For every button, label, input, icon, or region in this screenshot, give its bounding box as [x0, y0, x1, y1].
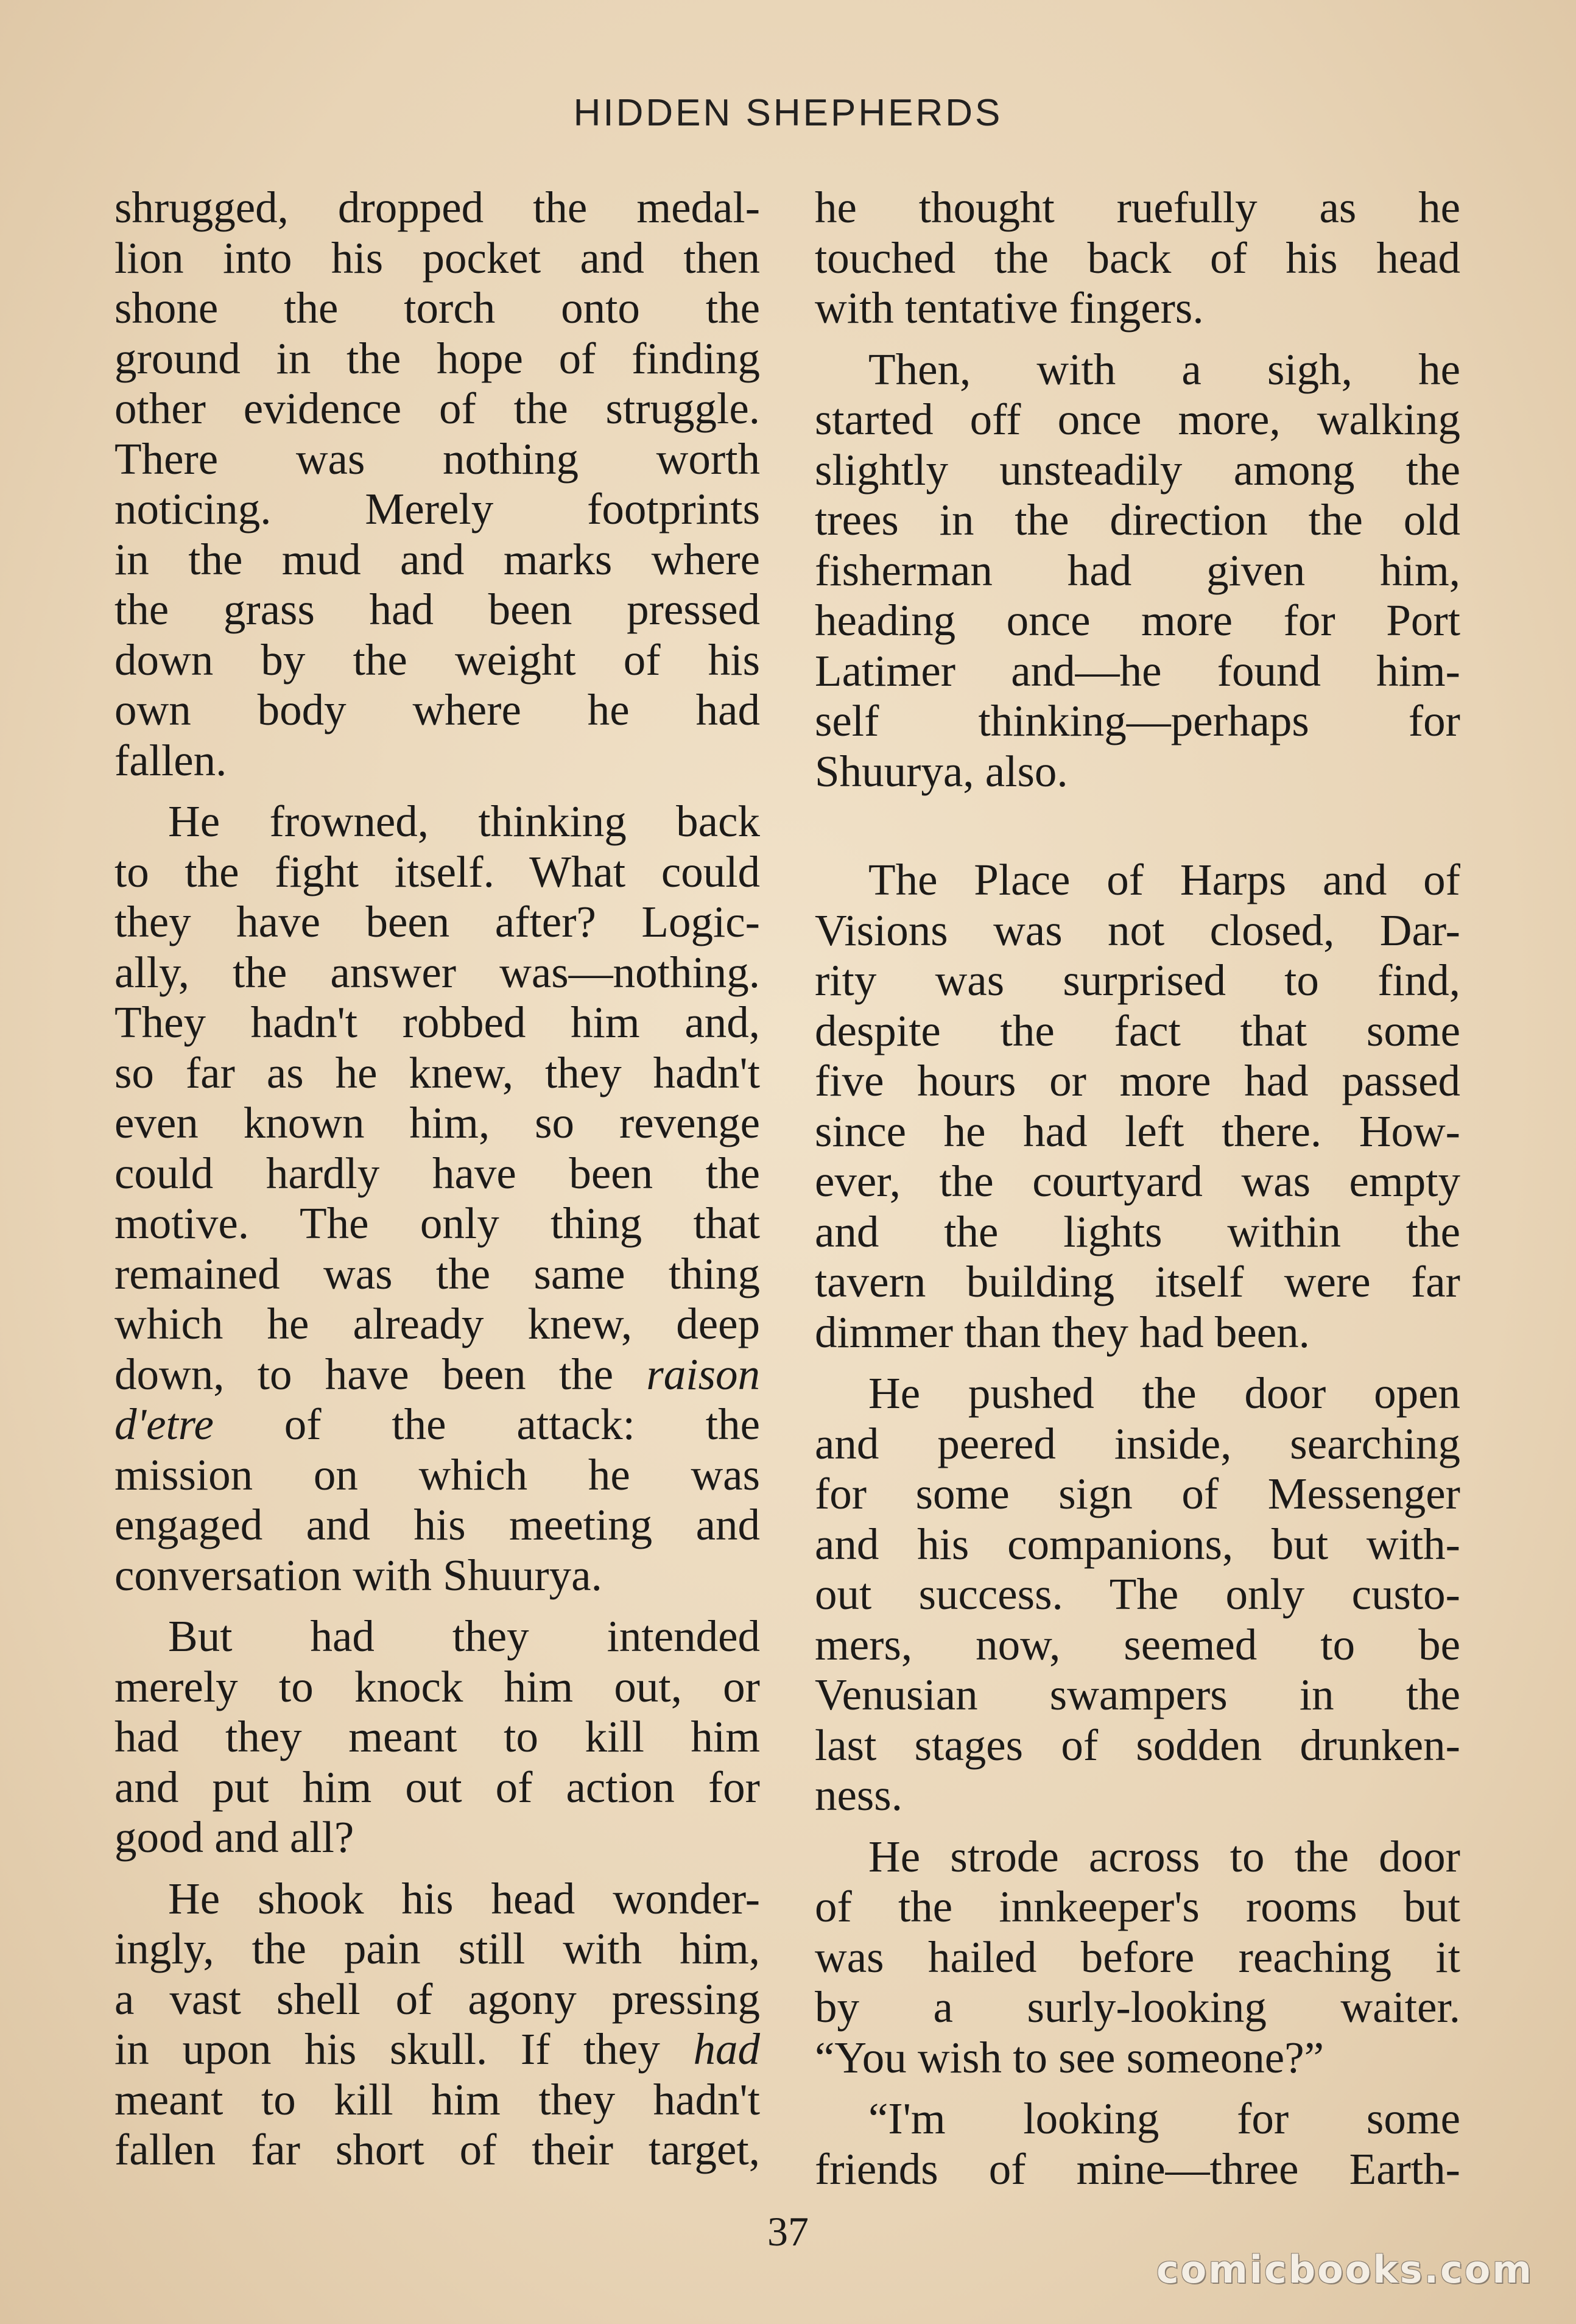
paragraph: [815, 1368, 1460, 1821]
text-line: There was nothing worth: [114, 434, 760, 484]
text-line: so far as he knew, they hadn't: [114, 1048, 760, 1097]
text-line: He frowned, thinking back: [168, 797, 760, 846]
text-line: friends of mine—three Earth-: [815, 2144, 1460, 2194]
text-line: out success. The only custo-: [815, 1569, 1460, 1619]
text-line: rity was surprised to find,: [815, 956, 1460, 1005]
text-line: ever, the courtyard was empty: [815, 1157, 1460, 1206]
text-line: meant to kill him they hadn't: [114, 2074, 760, 2124]
text-line: other evidence of the struggle.: [114, 384, 760, 433]
text-line: could hardly have been the: [114, 1148, 760, 1198]
text-line: he thought ruefully as he: [815, 183, 1460, 232]
paragraph: [815, 1832, 1460, 2083]
text-line: But had they intended: [168, 1611, 760, 1661]
text-line: Shuurya, also.: [815, 746, 1068, 796]
italic-phrase: d'etre: [114, 1400, 214, 1449]
text-line: own body where he had: [114, 685, 760, 734]
text-line: was hailed before reaching it: [815, 1932, 1460, 1982]
text-line: shone the torch onto the: [114, 283, 760, 333]
text-line: mers, now, seemed to be: [815, 1619, 1460, 1669]
text-column-right: [815, 183, 1460, 2194]
text-line: dimmer than they had been.: [815, 1307, 1310, 1357]
text-line: and his companions, but with-: [815, 1519, 1460, 1569]
text-line: conversation with Shuurya.: [114, 1550, 602, 1600]
text-line: fallen.: [114, 735, 227, 785]
text-line: by a surly-looking waiter.: [815, 1982, 1460, 2032]
text-line: fisherman had given him,: [815, 545, 1460, 595]
text-line: with tentative fingers.: [815, 283, 1204, 333]
text-line: [114, 1350, 760, 1400]
text-line: merely to knock him out, or: [114, 1661, 760, 1711]
text-line: He pushed the door open: [868, 1368, 1460, 1418]
text-line: they have been after? Logic-: [114, 897, 760, 946]
text-line: in the mud and marks where: [114, 534, 760, 584]
text-line: He strode across to the door: [868, 1831, 1460, 1881]
text-line: Visions was not closed, Dar-: [815, 905, 1460, 955]
text-line: motive. The only thing that: [114, 1199, 760, 1248]
text-line: [114, 2024, 760, 2075]
text-line: heading once more for Port: [815, 596, 1460, 645]
text-line: Latimer and—he found him-: [815, 646, 1460, 695]
text-line: and peered inside, searching: [815, 1418, 1460, 1468]
text-line: shrugged, dropped the medal-: [114, 183, 760, 232]
paragraph: [815, 855, 1460, 1357]
text-line: which he already knew, deep: [114, 1299, 760, 1348]
text-run: of the attack: the: [213, 1400, 760, 1449]
paragraph: [815, 183, 1460, 334]
text-run: in upon his skull. If they: [114, 2024, 694, 2074]
text-line: touched the back of his head: [815, 233, 1460, 283]
text-line: ness.: [815, 1770, 902, 1820]
text-line: mission on which he was: [114, 1449, 760, 1499]
text-line: for some sign of Messenger: [815, 1469, 1460, 1518]
text-line: since he had left there. How-: [815, 1106, 1460, 1156]
text-line: noticing. Merely footprints: [114, 484, 760, 533]
text-line: last stages of sodden drunken-: [815, 1720, 1460, 1770]
text-line: remained was the same thing: [114, 1248, 760, 1298]
paragraph: [114, 1611, 760, 1863]
text-line: to the fight itself. What could: [114, 847, 760, 896]
text-line: Then, with a sigh, he: [868, 344, 1460, 394]
text-line: tavern building itself were far: [815, 1257, 1460, 1306]
text-line: “I'm looking for some: [868, 2094, 1460, 2143]
text-line: slightly unsteadily among the: [815, 445, 1460, 495]
text-line: The Place of Harps and of: [868, 855, 1460, 904]
text-line: self thinking—perhaps for: [815, 696, 1460, 745]
running-header: HIDDEN SHEPHERDS: [573, 92, 1003, 134]
text-line: of the innkeeper's rooms but: [815, 1882, 1460, 1931]
text-line: and put him out of action for: [114, 1762, 760, 1812]
text-line: “You wish to see someone?”: [815, 2032, 1324, 2082]
text-line: despite the fact that some: [815, 1005, 1460, 1055]
text-run: down, to have been the: [114, 1349, 647, 1399]
text-line: They hadn't robbed him and,: [114, 998, 760, 1047]
paragraph: [114, 1874, 760, 2175]
text-line: Venusian swampers in the: [815, 1670, 1460, 1719]
paragraph: [815, 2094, 1460, 2194]
paragraph: [815, 345, 1460, 797]
text-line: trees in the direction the old: [815, 495, 1460, 544]
text-line: He shook his head wonder-: [168, 1873, 760, 1923]
page-number: 37: [767, 2208, 809, 2255]
text-line: [114, 1400, 760, 1450]
text-line: ingly, the pain still with him,: [114, 1924, 760, 1973]
text-line: ally, the answer was—nothing.: [114, 947, 760, 997]
text-line: and the lights within the: [815, 1206, 1460, 1256]
text-line: down by the weight of his: [114, 635, 760, 685]
text-line: engaged and his meeting and: [114, 1500, 760, 1549]
text-line: fallen far short of their target,: [114, 2125, 760, 2174]
text-line: had they meant to kill him: [114, 1712, 760, 1761]
text-line: five hours or more had passed: [815, 1056, 1460, 1105]
text-line: good and all?: [114, 1812, 354, 1862]
text-line: a vast shell of agony pressing: [114, 1974, 760, 2024]
text-line: the grass had been pressed: [114, 585, 760, 634]
italic-phrase: had: [693, 2024, 760, 2074]
text-line: ground in the hope of finding: [114, 333, 760, 383]
text-line: started off once more, walking: [815, 395, 1460, 444]
text-line: lion into his pocket and then: [114, 233, 760, 283]
italic-phrase: raison: [646, 1349, 760, 1399]
text-column-left: [114, 183, 760, 2174]
text-line: even known him, so revenge: [114, 1098, 760, 1147]
watermark: comicbooks.com: [1156, 2247, 1533, 2292]
paragraph: [114, 183, 760, 786]
paragraph: [114, 797, 760, 1600]
